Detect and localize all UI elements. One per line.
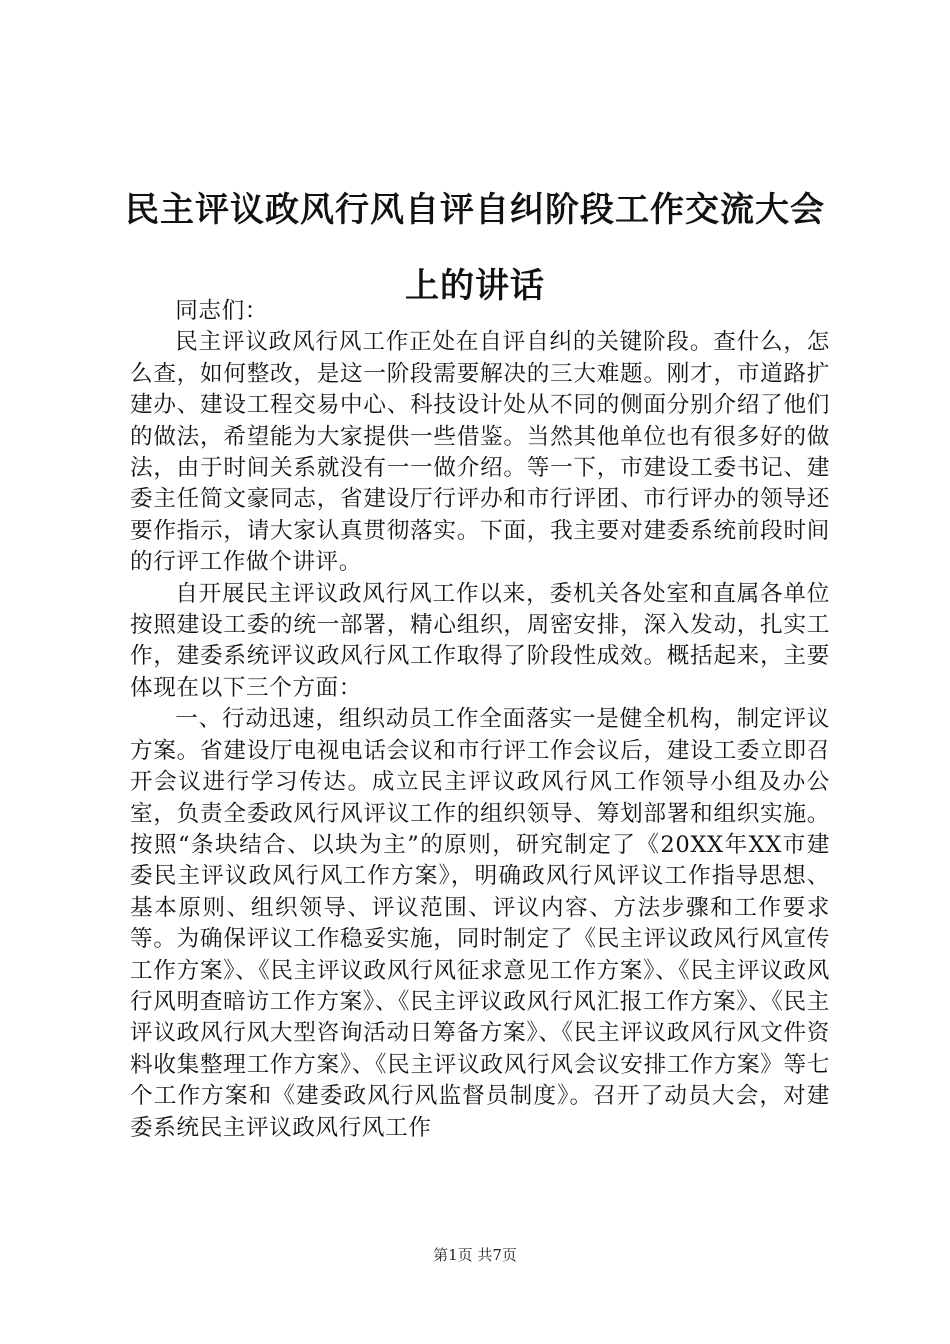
page-footer: 第1页 共7页 — [433, 1246, 517, 1264]
salutation: 同志们： — [175, 298, 268, 324]
body-paragraph: 自开展民主评议政风行风工作以来，委机关各处室和直属各单位按照建设工委的统一部署，精心组织，周密安排，深入发动，扎实工作，建委系统评议政风行风工作取得了阶段性成效。概括起来，主要体现在以下三个方面： — [130, 580, 830, 701]
document-body — [130, 296, 830, 1144]
body-paragraph: 一、行动迅速，组织动员工作全面落实一是健全机构，制定评议方案。省建设厅电视电话会议和市行评工作会议后，建设工委立即召开会议进行学习传达。成立民主评议政风行风工作领导小组及办公室，负责全委政风行风评议工作的组织领导、筹划部署和组织实施。按照“条块结合、以块为主”的原则，研究制定了《20XX年XX市建委民主评议政风行风工作方案》，明确政风行风评议工作指导思想、基本原则、组织领导、评议范围、评议内容、方法步骤和工作要求等。为确保评议工作稳妥实施，同时制定了《民主评议政风行风宣传工作方案》、《民主评议政风行风征求意见工作方案》、《民主评议政风行风明查暗访工作方案》、《民主评议政风行风汇报工作方案》、《民主评议政风行风大型咨询活动日筹备方案》、《民主评议政风行风文件资料收集整理工作方案》、《民主评议政风行风会议安排工作方案》等七个工作方案和《建委政风行风监督员制度》。召开了动员大会，对建委系统民主评议政风行风工作 — [130, 706, 830, 1141]
body-paragraph: 民主评议政风行风工作正处在自评自纠的关键阶段。查什么，怎么查，如何整改，是这一阶段需要解决的三大难题。刚才，市道路扩建办、建设工程交易中心、科技设计处从不同的侧面分别介绍了他们的做法，希望能为大家提供一些借鉴。当然其他单位也有很多好的做法，由于时间关系就没有一一做介绍。等一下，市建设工委书记、建委主任简文豪同志，省建设厅行评办和市行评团、市行评办的领导还要作指示，请大家认真贯彻落实。下面，我主要对建委系统前段时间的行评工作做个讲评。 — [130, 329, 830, 576]
title-line-2: 上的讲话 — [405, 266, 545, 306]
title-line-1: 民主评议政风行风自评自纠阶段工作交流大会 — [125, 190, 825, 230]
